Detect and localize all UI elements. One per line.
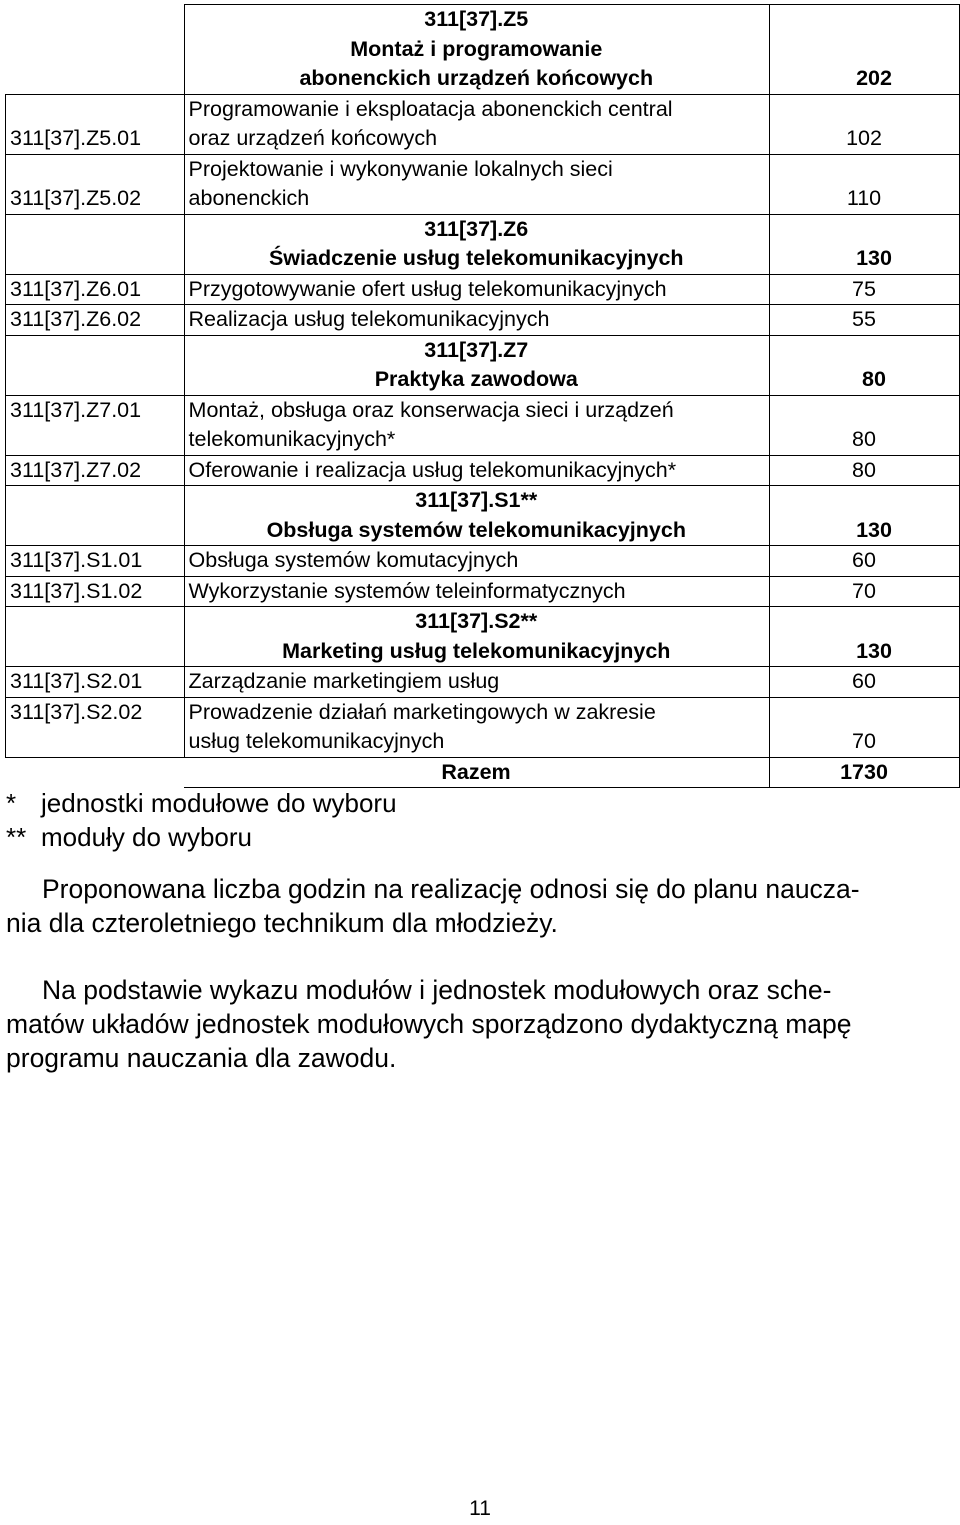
group-title: Obsługa systemów telekomunikacyjnych	[266, 517, 686, 542]
unit-name-line2: telekomunikacyjnych*	[188, 427, 396, 451]
group-code: 311[37].Z6	[424, 216, 529, 241]
group-title: Marketing usług telekomunikacyjnych	[282, 638, 671, 663]
unit-name: Projektowanie i wykonywanie lokalnych sieci	[188, 156, 613, 181]
unit-code: 311[37].Z7.01	[6, 395, 185, 455]
unit-name: Obsługa systemów komutacyjnych	[184, 546, 769, 577]
page-number: 11	[469, 1497, 491, 1520]
group-code-cell	[6, 5, 185, 95]
group-code-cell	[6, 607, 185, 667]
group-code: 311[37].Z5	[424, 7, 529, 31]
unit-hours: 75	[770, 274, 960, 305]
table-row	[6, 667, 960, 698]
group-code: 311[37].Z7	[424, 337, 529, 362]
unit-hours: 102	[770, 94, 960, 154]
unit-code: 311[37].Z6.02	[6, 305, 185, 336]
unit-code: 311[37].Z7.02	[6, 455, 185, 486]
unit-name-cell	[184, 154, 769, 214]
footnote-text: moduły do wyboru	[41, 822, 252, 852]
footnote-mark: *	[6, 788, 17, 818]
footnotes	[6, 786, 926, 854]
table-row-group	[6, 486, 960, 546]
table-row-group	[6, 335, 960, 395]
group-code: 311[37].S2**	[415, 609, 538, 633]
unit-code: 311[37].Z5.02	[6, 154, 185, 214]
unit-hours: 70	[770, 576, 960, 607]
paragraph-line: Proponowana liczba godzin na realizację odnosi się do planu naucza-	[42, 874, 860, 904]
group-title: Świadczenie usług telekomunikacyjnych	[268, 246, 684, 270]
table-row	[6, 274, 960, 305]
paragraph-line: Na podstawie wykazu modułów i jednostek modułowych oraz sche-	[42, 975, 832, 1005]
unit-name: Oferowanie i realizacja usług telekomunikacyjnych*	[184, 455, 769, 486]
group-title-cell	[184, 486, 769, 546]
unit-name: Wykorzystanie systemów teleinformatycznych	[184, 576, 769, 607]
unit-hours: 80	[770, 395, 960, 455]
paragraph-line: matów układów jednostek modułowych sporządzono dydaktyczną mapę	[6, 1009, 852, 1039]
group-title-cell	[184, 335, 769, 395]
unit-name-line2: abonenckich	[188, 186, 310, 210]
paragraph-line: nia dla czteroletniego technikum dla młodzieży.	[6, 908, 558, 938]
unit-name-cell	[184, 94, 769, 154]
group-code-cell	[6, 335, 185, 395]
unit-name: Przygotowywanie ofert usług telekomunikacyjnych	[184, 274, 769, 305]
unit-name-cell	[184, 395, 769, 455]
footnote	[6, 786, 926, 820]
unit-hours: 60	[770, 667, 960, 698]
unit-name: Prowadzenie działań marketingowych w zakresie	[188, 699, 656, 724]
total-blank-cell	[6, 757, 185, 788]
group-code: 311[37].S1**	[415, 488, 538, 512]
paragraph-map-note	[6, 973, 955, 1075]
unit-name: Realizacja usług telekomunikacyjnych	[184, 305, 769, 336]
footnote-text: jednostki modułowe do wyboru	[41, 788, 397, 818]
group-hours: 202	[770, 5, 960, 95]
total-value: 1730	[770, 757, 960, 788]
unit-code: 311[37].S2.01	[6, 667, 185, 698]
unit-hours: 60	[770, 546, 960, 577]
unit-code: 311[37].S1.01	[6, 546, 185, 577]
table-row-group	[6, 607, 960, 667]
group-title-cell	[184, 5, 769, 95]
unit-name: Programowanie i eksploatacja abonenckich central	[188, 96, 673, 121]
unit-hours: 110	[770, 154, 960, 214]
table-row	[6, 94, 960, 154]
unit-code: 311[37].S2.02	[6, 697, 185, 757]
group-code-cell	[6, 214, 185, 274]
unit-hours: 70	[770, 697, 960, 757]
table-row	[6, 305, 960, 336]
footnote	[6, 820, 926, 854]
group-hours: 80	[770, 335, 960, 395]
unit-hours: 80	[770, 455, 960, 486]
table-row	[6, 576, 960, 607]
table-row	[6, 154, 960, 214]
group-hours: 130	[770, 607, 960, 667]
table-row	[6, 546, 960, 577]
unit-code: 311[37].Z6.01	[6, 274, 185, 305]
group-title: Praktyka zawodowa	[374, 367, 578, 391]
paragraph-line: programu nauczania dla zawodu.	[6, 1043, 397, 1073]
table-row-group	[6, 5, 960, 95]
group-code-cell	[6, 486, 185, 546]
table-row	[6, 395, 960, 455]
unit-name: Zarządzanie marketingiem usług	[184, 667, 769, 698]
table-row-total	[6, 757, 960, 788]
group-hours: 130	[770, 214, 960, 274]
table-row	[6, 455, 960, 486]
unit-name-cell	[184, 697, 769, 757]
group-title-line2: abonenckich urządzeń końcowych	[299, 66, 654, 90]
footnote-mark: **	[6, 822, 27, 852]
group-title-cell	[184, 607, 769, 667]
modules-table	[5, 4, 960, 788]
total-label: Razem	[184, 757, 769, 788]
unit-name-line2: usług telekomunikacyjnych	[188, 729, 445, 753]
unit-name: Montaż, obsługa oraz konserwacja sieci i urządzeń	[188, 397, 674, 422]
group-title-cell	[184, 214, 769, 274]
group-hours: 130	[770, 486, 960, 546]
unit-hours: 55	[770, 305, 960, 336]
paragraph-hours-note	[6, 872, 955, 940]
unit-code: 311[37].Z5.01	[6, 94, 185, 154]
unit-name-line2: oraz urządzeń końcowych	[188, 126, 438, 150]
table-row-group	[6, 214, 960, 274]
group-title: Montaż i programowanie	[350, 36, 603, 61]
table-row	[6, 697, 960, 757]
unit-code: 311[37].S1.02	[6, 576, 185, 607]
